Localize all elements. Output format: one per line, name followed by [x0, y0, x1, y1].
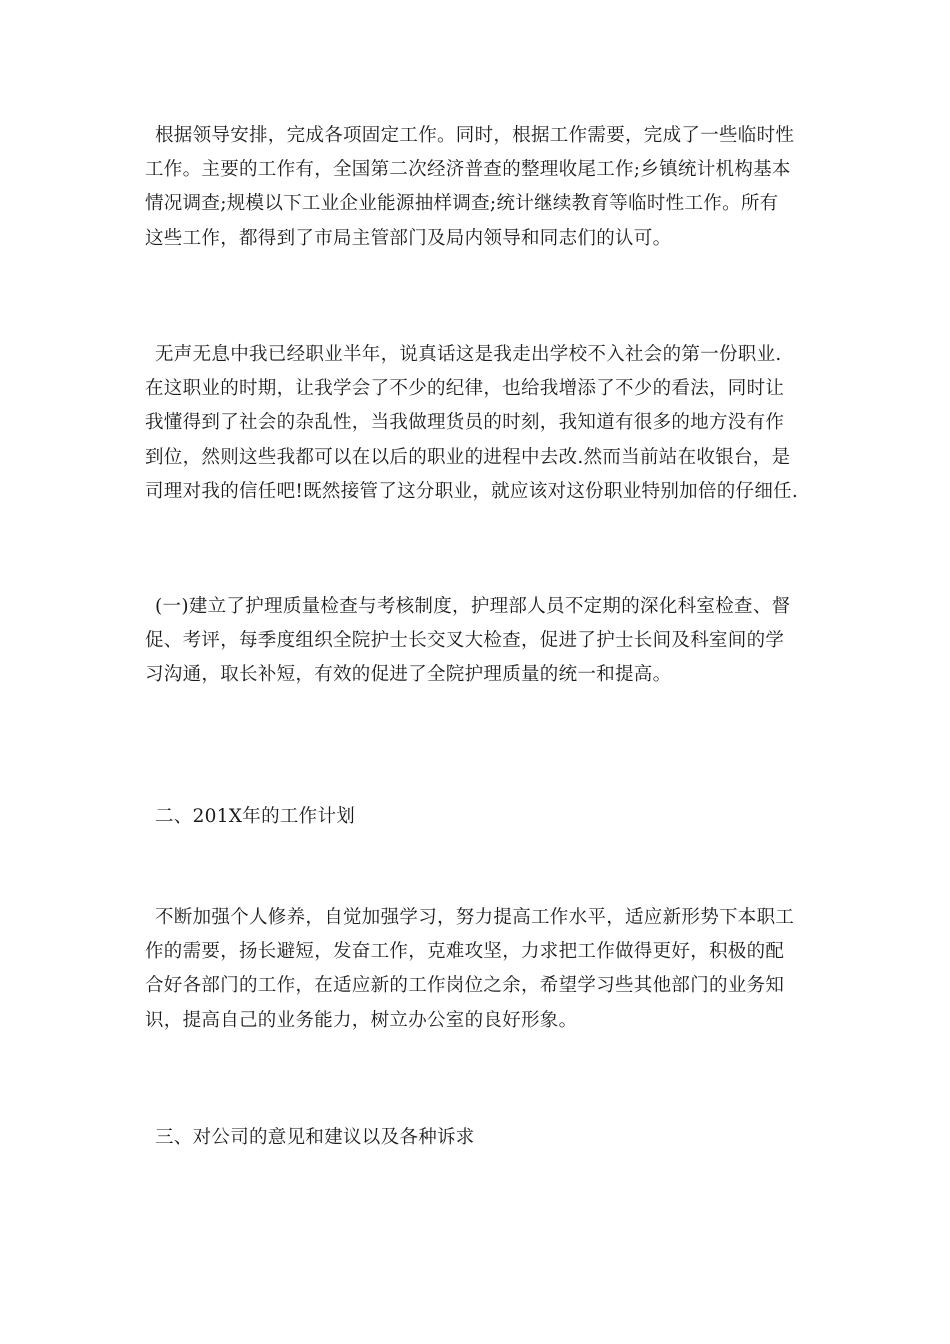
paragraph-line: 根据领导安排，完成各项固定工作。同时，根据工作需要，完成了一些临时性	[155, 125, 795, 146]
paragraph-line: 到位，然则这些我都可以在以后的职业的进程中去改.然而当前站在收银台，是	[145, 446, 791, 468]
paragraph-line: 不断加强个人修养，自觉加强学习，努力提高工作水平，适应新形势下本职工	[155, 907, 795, 928]
paragraph-line: 作的需要，扬长避短，发奋工作，克难攻坚，力求把工作做得更好，积极的配	[145, 941, 785, 963]
paragraph-self-improvement	[145, 901, 820, 1038]
section-heading-suggestions	[145, 1121, 820, 1155]
section-heading-text: 三、对公司的意见和建议以及各种诉求	[155, 1127, 475, 1148]
paragraph-fixed-work	[145, 119, 820, 256]
section-heading-text: 二、201X年的工作计划	[155, 806, 356, 827]
paragraph-line: (一)建立了护理质量检查与考核制度，护理部人员不定期的深化科室检查、督	[155, 596, 791, 617]
paragraph-line: 合好各部门的工作，在适应新的工作岗位之余，希望学习些其他部门的业务知	[145, 975, 785, 997]
paragraph-line: 工作。主要的工作有，全国第二次经济普查的整理收尾工作;乡镇统计机构基本	[145, 159, 791, 181]
paragraph-line: 情况调查;规模以下工业企业能源抽样调查;统计继续教育等临时性工作。所有	[145, 193, 779, 215]
paragraph-line: 在这职业的时期，让我学会了不少的纪律，也给我增添了不少的看法，同时让	[145, 378, 785, 400]
paragraph-nursing-quality	[145, 590, 820, 693]
paragraph-line: 习沟通，取长补短，有效的促进了全院护理质量的统一和提高。	[145, 664, 672, 686]
paragraph-half-year-career	[145, 338, 820, 509]
paragraph-line: 这些工作，都得到了市局主管部门及局内领导和同志们的认可。	[145, 227, 672, 249]
paragraph-line: 促、考评，每季度组织全院护士长交叉大检查，促进了护士长间及科室间的学	[145, 630, 785, 652]
paragraph-line: 我懂得到了社会的杂乱性，当我做理货员的时刻，我知道有很多的地方没有作	[145, 412, 785, 434]
paragraph-line: 无声无息中我已经职业半年，说真话这是我走出学校不入社会的第一份职业.	[155, 344, 782, 365]
section-heading-work-plan	[145, 800, 820, 834]
paragraph-line: 司理对我的信任吧!既然接管了这分职业，就应该对这份职业特别加倍的仔细任.	[145, 480, 799, 502]
paragraph-line: 识，提高自己的业务能力，树立办公室的良好形象。	[145, 1009, 578, 1031]
